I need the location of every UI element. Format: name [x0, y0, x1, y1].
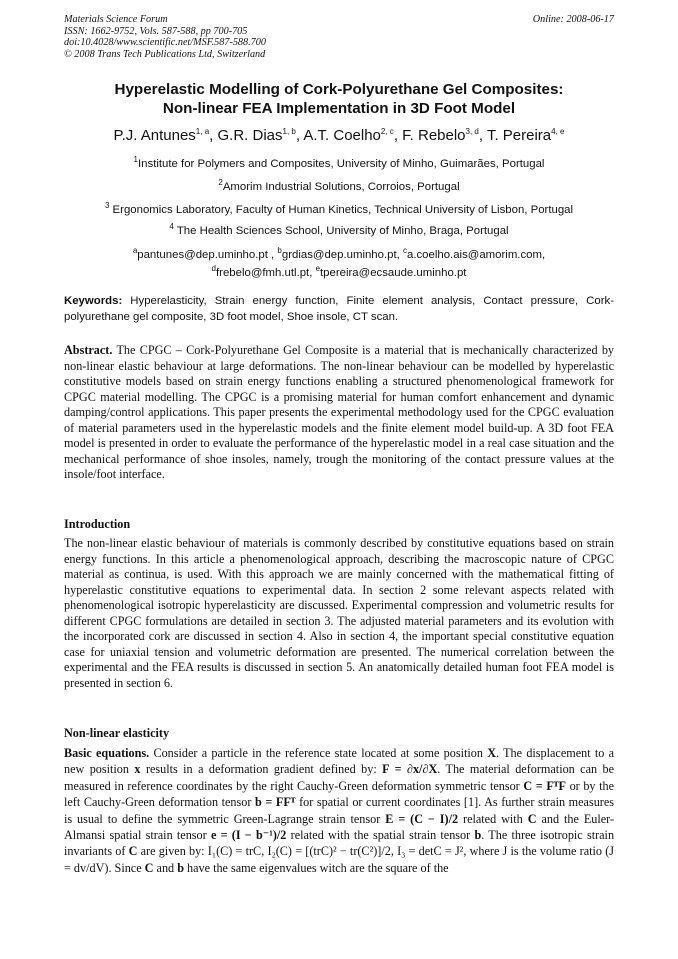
body-text: results in a deformation gradient defined by:: [145, 762, 377, 777]
equation-right-cauchy-green: C = FᵀF: [523, 778, 566, 793]
affiliation-2: [20, 178, 658, 193]
author-sup: 1, b: [282, 127, 296, 136]
equation-deformation-gradient: F = ∂x/∂X: [382, 762, 438, 777]
body-text: . The three isotropic strain invariants of: [64, 828, 615, 859]
abstract-text: The CPGC – Cork-Polyurethane Gel Composite is a material that is mechanically characterized by non-linear elastic behaviour at large deformations. The non-linear behaviour can be modelled by hyperelastic constitutive models based on strain energy functions enabling a structured phenomenological framework for CPGC material modelling. The CPGC is a promising material for human comfort enhancement and dynamic damping/control applications. This paper presents the experimental methodology used for the CPGC evaluation of material parameters used in the hyperelastic models and the finite element model build-up. A 3D foot FEA model is presented in order to evaluate the performance of the hyperelastic model in a real case situation and the mechanical performance of shoe insoles, namely, trough the monitoring of the contact pressure values at the insole/foot interface.: [64, 343, 615, 481]
author-list: P.J. Antunes$^{1, a}$, G.R. Dias$^{1, b}$, A.T. Coelho$^{2, c}$, F. Rebelo$^{3, d}$, T. Pereira$^{4, e}$: [113, 127, 565, 144]
body-text: or by the left Cauchy-Green deformation tensor: [64, 778, 615, 810]
affil-sup: 3: [104, 201, 110, 210]
introduction-text: The non-linear elastic behaviour of materials is commonly described by constitutive equations based on strain energy functions. In this article a phenomenological approach, describing the macroscopic nature of CPGC material as continua, is used. With this approach we are mainly concerned with the mathematical fitting of hyperelastic constitutive equations to experimental data. In section 2 some relevant aspects related with phenomenological isotropic hyperelasticity are discussed. Experimental compression and volumetric results for different CPGC formulations are detailed in section 3. The adjusted material parameters and its evolution with the incorporated cork are discussed in section 4. Also in section 4, the important special constitutive equation case for uniaxial tension and volumetric deformation are presented. The numerical correlation between the experimental and the FEA results is discussed in section 5. An anatomically detailed human foot FEA model is presented in section 6.: [64, 536, 614, 690]
author-name: F. Rebelo: [402, 127, 466, 144]
author-sup: 3, d: [465, 127, 479, 136]
body-text: related with the spatial strain tensor: [290, 828, 471, 843]
nonlinear-text: Basic equations. Consider a particle in the reference state located at some position X. The displacement to a new position x results in a deformation gradient defined by: F = ∂x/∂X. The material deformation can be measured in reference coordinates by the right Cauchy-Green deformation symmetric tensor C = FᵀF or by the left Cauchy-Green deformation tensor b = FFᵀ for spatial or current coordinates [1]. As further strain measures is usual to define the symmetric Green-Lagrange strain tensor E = (C − I)/2 related with C and the Euler-Almansi spatial strain tensor e = (I − b⁻¹)/2 related with the spatial strain tensor b. The three isotropic strain invariants of C are given by: I₁(C) = trC, I₂(C) = [(trC)² − tr(C²)]/2, I₃ = detC = J², where J is the volume ratio (J = dv/dV). Since C and b have the same eigenvalues witch are the square of the: [64, 746, 615, 875]
journal-name: Materials Science Forum: [64, 14, 168, 25]
body-text: . The displacement to a new position: [64, 746, 615, 777]
body-text: and: [156, 860, 175, 875]
affiliation-1: [20, 155, 658, 170]
journal-copyright: © 2008 Trans Tech Publications Ltd, Switzerland: [64, 48, 266, 60]
affil-text: Institute for Polymers and Composites, University of Minho, Guimarães, Portugal: [138, 157, 545, 170]
symbol-b: b: [177, 860, 184, 875]
body-text: , where J is the volume ratio: [463, 844, 603, 859]
author-emails: $^a$pantunes@dep.uminho.pt , $^b$grdias@dep.uminho.pt, $^c$a.coelho.ais@amorim.com, $^d$frebelo@fmh.utl.pt, $^e$tpereira@ecsaude.uminho.pt: [132, 246, 546, 279]
symbol-b: b: [474, 828, 482, 843]
body-text: . The material deformation can be measured in reference coordinates by the right Cauchy-Green deformation symmetric tensor: [64, 762, 615, 793]
author-name: T. Pereira: [486, 127, 552, 144]
affil-text: Amorim Industrial Solutions, Corroios, Portugal: [222, 180, 460, 193]
journal-header: [64, 14, 614, 60]
affil-text: Ergonomics Laboratory, Faculty of Human Kinetics, Technical University of Lisbon, Portugal: [109, 203, 574, 216]
affil-sup: 1: [133, 155, 138, 164]
body-text: Consider a particle in the reference state located at some position: [153, 746, 483, 760]
equation-volume-ratio: (J = dv/dV): [64, 844, 615, 875]
journal-issn: ISSN: 1662-9752, Vols. 587-588, pp 700-705: [64, 25, 248, 37]
equation-invariant-1: I₁(C) = trC: [207, 844, 262, 859]
abstract-label: Abstract.: [64, 343, 113, 357]
symbol-C: C: [527, 811, 537, 826]
body-text: related with: [463, 811, 523, 826]
email-e: tpereira@ecsaude.uminho.pt: [320, 266, 467, 279]
title-line-1: Hyperelastic Modelling of Cork-Polyurethane Gel Composites:: [114, 81, 564, 98]
affil-sup: 4: [169, 222, 174, 231]
section-heading-introduction: Introduction: [64, 517, 131, 531]
title-line-2: Non-linear FEA Implementation in 3D Foot Model: [162, 100, 516, 117]
affiliation-3: [20, 201, 658, 216]
online-date: Online: 2008-06-17: [532, 14, 614, 25]
keywords-label: Keywords:: [64, 295, 123, 307]
equation-euler-almansi: e = (I − b⁻¹)/2: [210, 828, 287, 843]
body-text: . Since: [108, 860, 142, 875]
email-a: pantunes@dep.uminho.pt ,: [137, 248, 275, 261]
symbol-C: C: [128, 844, 138, 859]
abstract: [64, 343, 614, 483]
affil-text: The Health Sciences School, University of Minho, Braga, Portugal: [173, 224, 509, 237]
body-text: have the same eigenvalues witch are the square of the: [187, 860, 449, 875]
symbol-X: X: [487, 746, 497, 760]
equation-invariant-3: I₃ = detC = J²: [397, 844, 464, 859]
affiliation-4: [20, 222, 658, 237]
section-heading-nonlinear: Non-linear elasticity: [64, 726, 170, 740]
symbol-C: C: [144, 860, 154, 875]
email-b: grdias@dep.uminho.pt,: [281, 248, 400, 261]
journal-doi: doi:10.4028/www.scientific.net/MSF.587-588.700: [64, 37, 266, 49]
symbol-x: x: [134, 762, 141, 777]
body-text: are given by:: [140, 844, 205, 859]
equation-left-cauchy-green: b = FFᵀ: [255, 795, 296, 810]
keywords-text: Hyperelasticity, Strain energy function, Finite element analysis, Contact pressure, Cork-polyurethane gel composite, 3D foot model, Shoe insole, CT scan.: [64, 295, 614, 323]
author-sup: 4, e: [551, 127, 565, 136]
equation-invariant-2: I₂(C) = [(trC)² − tr(C²)]/2: [267, 844, 391, 859]
author-name: P.J. Antunes: [113, 127, 196, 144]
body-text: and the Euler-Almansi spatial strain tensor: [64, 811, 615, 843]
author-sup: 2, c: [380, 127, 394, 136]
author-name: G.R. Dias: [217, 127, 283, 144]
author-name: A.T. Coelho: [303, 127, 381, 144]
author-sup: 1, a: [195, 127, 210, 136]
email-c: a.coelho.ais@amorim.com,: [406, 248, 546, 261]
keywords: [64, 294, 614, 325]
body-text: for spatial or current coordinates [1]. As further strain measures is usual to define the symmetric Green-Lagrange strain tensor: [64, 795, 614, 826]
affil-sup: 2: [218, 178, 223, 187]
email-d: frebelo@fmh.utl.pt,: [215, 266, 313, 279]
basic-equations-label: Basic equations.: [64, 746, 150, 760]
equation-green-lagrange: E = (C − I)/2: [385, 811, 459, 826]
paper-title: [40, 80, 638, 118]
